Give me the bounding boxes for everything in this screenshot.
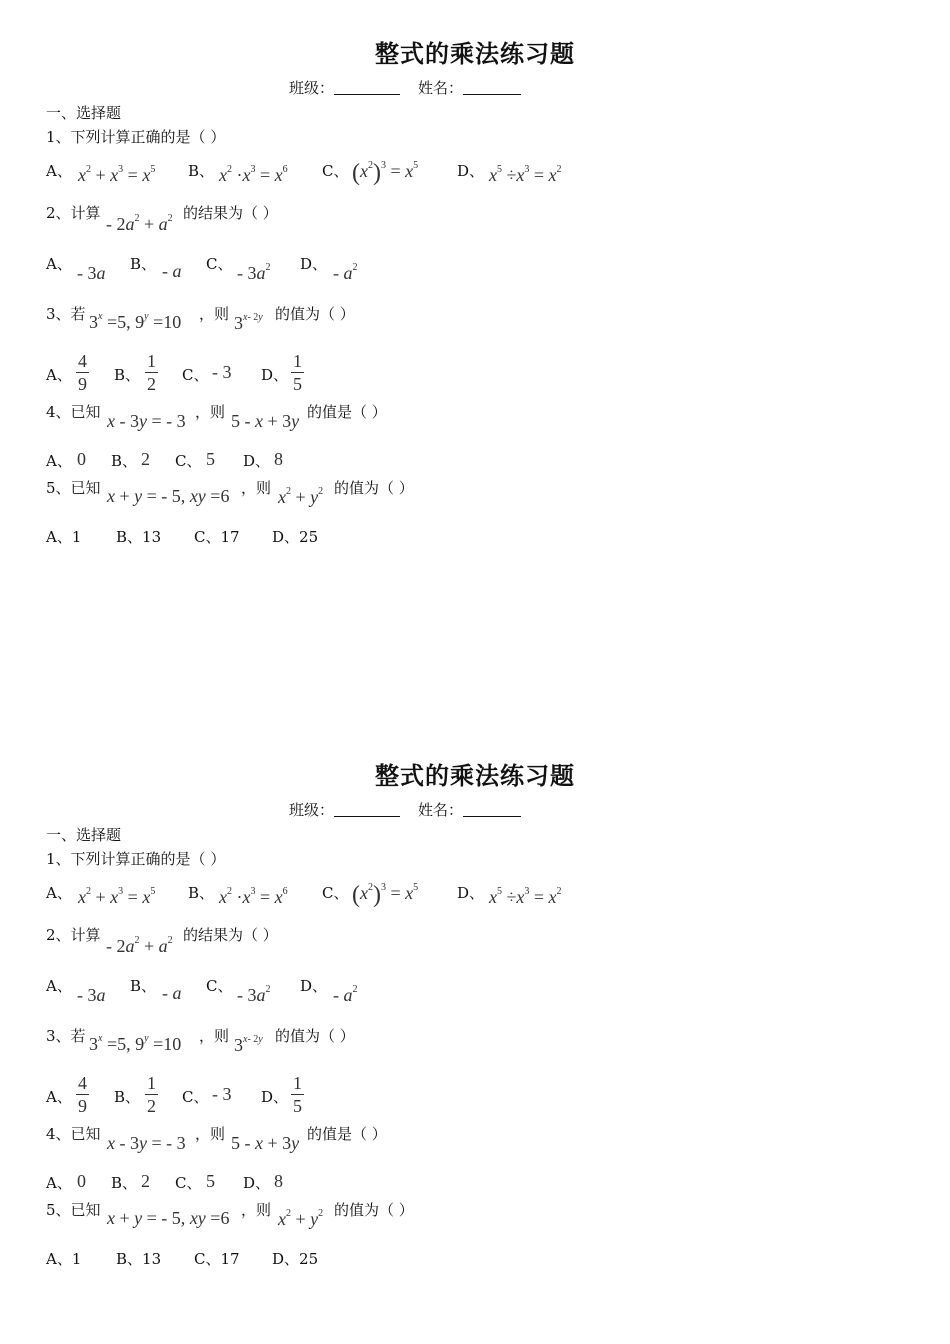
q5-option-b: B、13: [116, 1250, 162, 1268]
q3-option-b-fraction: [145, 350, 158, 395]
q2-option-d-label: D、: [300, 255, 328, 273]
q4-option-b-value: 2: [141, 1171, 150, 1191]
q5-stem-prefix: 5、已知: [46, 1201, 101, 1219]
q5-option-d: D、25: [272, 1250, 319, 1268]
q1-stem: 1、下列计算正确的是（ ）: [46, 128, 226, 146]
q1-option-b-expr: $x^2 \cdot x^3 = x^6$: [219, 164, 288, 185]
section-heading: 一、选择题: [46, 826, 122, 844]
q3-option-b-label: B、: [114, 366, 141, 384]
q4-stem-prefix: 4、已知: [46, 1125, 101, 1143]
q2-option-a-expr: - 3a: [77, 985, 106, 1005]
q4-stem-mid: ，则: [195, 1125, 226, 1143]
q3-option-d-fraction: [291, 350, 304, 395]
q4-option-a-label: A、: [46, 1174, 72, 1192]
q3-stem-mid: ，则: [199, 1027, 230, 1045]
q5-option-c: C、17: [194, 1250, 240, 1268]
q2-option-a-label: A、: [46, 977, 72, 995]
q2-option-b-label: B、: [130, 255, 157, 273]
q1-option-d-label: D、: [457, 884, 485, 902]
q3-option-a-label: A、: [46, 366, 72, 384]
q3-option-a-denominator: 9: [78, 1096, 87, 1116]
student-info-line: [289, 799, 521, 820]
q3-stem-expr: $3^x =5$, $9^y =10$: [89, 311, 182, 332]
q3-stem-suffix: 的值为（ ）: [275, 1027, 355, 1045]
q1-stem: 1、下列计算正确的是（ ）: [46, 850, 226, 868]
q4-option-a-label: A、: [46, 452, 72, 470]
q2-option-c-expr: - $3a^2$: [237, 262, 271, 283]
q2-option-a-label: A、: [46, 255, 72, 273]
q4-option-c-value: 5: [206, 449, 215, 469]
q2-stem-prefix: 2、计算: [46, 926, 101, 944]
class-label: 班级：: [289, 79, 335, 97]
q3-option-c-label: C、: [182, 366, 209, 384]
q5-option-d: D、25: [272, 528, 319, 546]
q2-option-d-expr: - $a^2$: [333, 262, 358, 283]
q3-stem-expr: $3^x =5$, $9^y =10$: [89, 1033, 182, 1054]
worksheet-title: 整式的乘法练习题: [375, 39, 575, 68]
q4-option-d-value: 8: [274, 449, 283, 469]
q2-option-a-expr: - 3a: [77, 263, 106, 283]
q5-stem-mid: ，则: [241, 1201, 272, 1219]
q3-option-d-numerator: 1: [293, 1073, 302, 1093]
q1-option-a-expr: $x^2 + x^3 = x^5$: [78, 886, 156, 907]
q5-option-a: A、1: [46, 1250, 82, 1268]
q3-option-a-fraction: [76, 350, 89, 395]
q5-stem-mid: ，则: [241, 479, 272, 497]
q4-stem-expr: x - 3y = - 3: [107, 411, 186, 431]
q1-option-d-expr: $x^5 \div x^3 = x^2$: [489, 164, 562, 185]
q4-option-c-label: C、: [175, 452, 202, 470]
q4-option-b-label: B、: [111, 452, 138, 470]
q3-option-b-denominator: 2: [147, 374, 156, 394]
q4-option-d-label: D、: [243, 1174, 271, 1192]
q1-option-a-expr: $x^2 + x^3 = x^5$: [78, 164, 156, 185]
class-blank[interactable]: [334, 816, 400, 817]
class-label: 班级：: [289, 801, 335, 819]
q4-stem-expr2: 5 - x + 3y: [231, 411, 300, 431]
q5-stem-expr: x + y = - 5, xy =6: [107, 1208, 230, 1228]
student-info-line: [289, 77, 521, 98]
q3-stem-expr2: $3^{x- 2y}$: [234, 1034, 263, 1055]
q5-stem-expr2: $x^2 + y^2$: [278, 486, 324, 507]
q3-option-b-fraction: [145, 1072, 158, 1117]
q5-stem-suffix: 的值为（ ）: [334, 479, 414, 497]
q3-option-a-numerator: 4: [78, 351, 87, 371]
q1-option-b-expr: $x^2 \cdot x^3 = x^6$: [219, 886, 288, 907]
q3-option-c-expr: - 3: [212, 1084, 232, 1104]
q3-option-a-numerator: 4: [78, 1073, 87, 1093]
q2-option-c-expr: - $3a^2$: [237, 984, 271, 1005]
q3-option-d-label: D、: [261, 1088, 289, 1106]
q5-option-a: A、1: [46, 528, 82, 546]
name-label: 姓名：: [418, 79, 464, 97]
q3-stem-prefix: 3、若: [46, 1027, 86, 1045]
q4-option-c-label: C、: [175, 1174, 202, 1192]
q3-option-d-fraction: [291, 1072, 304, 1117]
q2-option-b-expr: - a: [162, 983, 182, 1003]
q1-option-c-expr: $(x^2)^3 = x^5$: [352, 882, 419, 908]
q3-option-a-label: A、: [46, 1088, 72, 1106]
name-label: 姓名：: [418, 801, 464, 819]
q3-option-a-fraction: [76, 1072, 89, 1117]
q3-stem-suffix: 的值为（ ）: [275, 305, 355, 323]
q3-stem-expr2: $3^{x- 2y}$: [234, 312, 263, 333]
q3-option-c-label: C、: [182, 1088, 209, 1106]
worksheet: [0, 0, 950, 600]
q2-option-b-label: B、: [130, 977, 157, 995]
q1-option-b-label: B、: [188, 884, 215, 902]
q4-option-a-value: 0: [77, 449, 86, 469]
q2-option-d-expr: - $a^2$: [333, 984, 358, 1005]
section-heading: 一、选择题: [46, 104, 122, 122]
q4-option-d-label: D、: [243, 452, 271, 470]
q1-option-a-label: A、: [46, 162, 72, 180]
q4-option-d-value: 8: [274, 1171, 283, 1191]
q2-stem-suffix: 的结果为（ ）: [183, 926, 278, 944]
worksheet-title: 整式的乘法练习题: [375, 761, 575, 790]
q1-option-c-label: C、: [322, 162, 349, 180]
q1-option-d-expr: $x^5 \div x^3 = x^2$: [489, 886, 562, 907]
name-blank[interactable]: [463, 94, 521, 95]
q1-option-a-label: A、: [46, 884, 72, 902]
q3-option-b-numerator: 1: [147, 351, 156, 371]
q4-option-c-value: 5: [206, 1171, 215, 1191]
q1-option-b-label: B、: [188, 162, 215, 180]
q4-stem-suffix: 的值是（ ）: [307, 403, 387, 421]
q4-stem-expr: x - 3y = - 3: [107, 1133, 186, 1153]
name-blank[interactable]: [463, 816, 521, 817]
q3-option-d-label: D、: [261, 366, 289, 384]
q3-option-d-denominator: 5: [293, 1096, 302, 1116]
q4-option-b-label: B、: [111, 1174, 138, 1192]
q1-option-d-label: D、: [457, 162, 485, 180]
q4-stem-prefix: 4、已知: [46, 403, 101, 421]
q4-stem-suffix: 的值是（ ）: [307, 1125, 387, 1143]
q4-stem-expr2: 5 - x + 3y: [231, 1133, 300, 1153]
q2-stem-expr: - $2a^2 + a^2$: [106, 935, 173, 956]
q2-stem-suffix: 的结果为（ ）: [183, 204, 278, 222]
q2-stem-prefix: 2、计算: [46, 204, 101, 222]
q5-stem-expr: x + y = - 5, xy =6: [107, 486, 230, 506]
q4-option-b-value: 2: [141, 449, 150, 469]
q2-stem-expr: - $2a^2 + a^2$: [106, 213, 173, 234]
class-blank[interactable]: [334, 94, 400, 95]
q1-option-c-label: C、: [322, 884, 349, 902]
q3-stem-mid: ，则: [199, 305, 230, 323]
q3-stem-prefix: 3、若: [46, 305, 86, 323]
q3-option-d-numerator: 1: [293, 351, 302, 371]
q5-option-c: C、17: [194, 528, 240, 546]
q4-stem-mid: ，则: [195, 403, 226, 421]
q2-option-c-label: C、: [206, 255, 233, 273]
q1-option-c-expr: $(x^2)^3 = x^5$: [352, 160, 419, 186]
q3-option-c-expr: - 3: [212, 362, 232, 382]
q3-option-b-denominator: 2: [147, 1096, 156, 1116]
q5-stem-suffix: 的值为（ ）: [334, 1201, 414, 1219]
worksheet: [0, 722, 950, 1322]
q5-stem-prefix: 5、已知: [46, 479, 101, 497]
q2-option-c-label: C、: [206, 977, 233, 995]
q2-option-d-label: D、: [300, 977, 328, 995]
q2-option-b-expr: - a: [162, 261, 182, 281]
q3-option-b-label: B、: [114, 1088, 141, 1106]
q3-option-d-denominator: 5: [293, 374, 302, 394]
q3-option-b-numerator: 1: [147, 1073, 156, 1093]
q5-stem-expr2: $x^2 + y^2$: [278, 1208, 324, 1229]
q4-option-a-value: 0: [77, 1171, 86, 1191]
q5-option-b: B、13: [116, 528, 162, 546]
q3-option-a-denominator: 9: [78, 374, 87, 394]
